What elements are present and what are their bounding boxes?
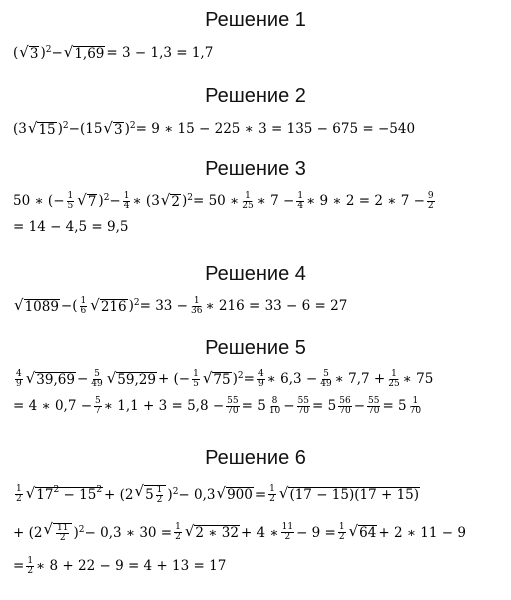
solution-2-line: ( 3 √ 15 ) $^2$ − ( 15 √ 3 ) $^2$ = 9 ∗ 15 − 225 ∗ 3 = 135 − 675 = −540 bbox=[13, 118, 416, 138]
solution-3-line-2: = 14 − 4,5 = 9,5 bbox=[13, 219, 129, 235]
sqrt: √ 2 ∗ 32 bbox=[184, 522, 239, 541]
fraction: 1 6 bbox=[80, 295, 87, 316]
fraction: $\frac{5}{49}$ bbox=[91, 368, 103, 389]
sqrt: √ 900 bbox=[216, 484, 253, 503]
sqrt: √ 3 bbox=[103, 118, 123, 138]
sqrt: √ 7 bbox=[77, 190, 97, 210]
fraction: $\frac{1}{36}$ bbox=[191, 295, 203, 316]
solution-6-line-1: 1 2 √ $17^2 - 15^2$ + (2 √ 5 $\frac{1}{2}$ ) $^2$ − 0,3 √ 900 = $\frac{1}{2}$ √ (17 − 15)(17 + 15) bbox=[16, 482, 420, 505]
fraction: $\frac{55}{70}$ bbox=[227, 395, 239, 416]
solution-4-line: √ 1089 − ( 1 6 √ 216 ) $^2$ = 33 − $\frac{1}{36}$ ∗ 216 = 33 − 6 = 27 bbox=[14, 295, 348, 316]
sqrt: √ 1089 bbox=[14, 295, 59, 315]
fraction: $\frac{1}{4}$ bbox=[297, 190, 304, 211]
fraction: $\frac{11}{2}$ bbox=[57, 523, 69, 543]
fraction: 1 25 bbox=[242, 190, 254, 211]
solution-2-title: Решение 2 bbox=[205, 85, 306, 107]
solution-5-title: Решение 5 bbox=[205, 337, 306, 359]
fraction: 56 70 bbox=[339, 395, 351, 416]
solution-3-line-1: 50 ∗ (− $\frac{1}{5}$ √ 7 ) $^2$ − $\frac{1}{4}$ ∗ (3 √ 2 ) $^2$ = 50 ∗ 1 25 ∗ 7 − $\frac{1}{4}$ ∗ 9 ∗ 2 = 2 ∗ 7 − $\frac{9}{2}$ bbox=[13, 190, 434, 211]
fraction: $\frac{1}{2}$ bbox=[175, 522, 181, 542]
fraction: $\frac{1}{4}$ bbox=[123, 190, 130, 211]
fraction: $\frac{1}{25}$ bbox=[388, 368, 400, 389]
solution-6-line-3: = $\frac{1}{2}$ ∗ 8 + 22 − 9 = 4 + 13 = 17 bbox=[13, 555, 227, 576]
sqrt: √ 216 bbox=[90, 295, 127, 315]
fraction: 11 2 bbox=[281, 522, 294, 542]
fraction: 1 2 bbox=[16, 484, 22, 504]
fraction: $\frac{1}{2}$ bbox=[27, 555, 34, 576]
solution-1-title: Решение 1 bbox=[205, 9, 306, 31]
sqrt: √ 5 $\frac{1}{2}$ bbox=[135, 484, 167, 505]
solution-5-line-2: = 4 ∗ 0,7 − $\frac{5}{7}$ ∗ 1,1 + 3 = 5,8 − $\frac{55}{70}$ = 5 8 10 − $\frac{55}{70}$ = 5 56 70 − $\frac{55}{70}$ = 5 1 70 bbox=[13, 395, 422, 416]
solution-4-title: Решение 4 bbox=[205, 263, 306, 285]
sqrt: √ $17^2 - 15^2$ bbox=[25, 484, 103, 503]
solution-5-line-1: 4 9 √ 39,69 − $\frac{5}{49}$ √ 59,29 + (− $\frac{1}{5}$ √ 75 ) $^2$ = $\frac{4}{9}$ ∗ 6,3 − $\frac{5}{49}$ ∗ 7,7 + $\frac{1}{25}$ ∗ 75 bbox=[16, 368, 434, 389]
fraction: $\frac{9}{2}$ bbox=[427, 190, 434, 211]
fraction: $\frac{1}{2}$ bbox=[338, 522, 345, 542]
fraction: $\frac{55}{70}$ bbox=[297, 395, 310, 416]
sqrt: √ 75 bbox=[202, 368, 231, 388]
solution-6-line-2: + (2 √ $\frac{11}{2}$ ) $^2$ − 0,3 ∗ 30 = $\frac{1}{2}$ √ 2 ∗ 32 + 4 ∗ 11 2 − 9 = $\frac{1}{2}$ √ 64 + 2 ∗ 11 − 9 bbox=[13, 520, 466, 543]
sqrt: √ 64 bbox=[348, 522, 377, 541]
fraction: 8 10 bbox=[268, 395, 281, 416]
fraction: $\frac{1}{5}$ bbox=[67, 190, 74, 211]
solution-1-line: ( √ 3 ) $^2$ − √ 1,69 = 3 − 1,3 = 1,7 bbox=[13, 42, 214, 62]
fraction: $\frac{5}{7}$ bbox=[95, 395, 101, 416]
sqrt: √ $\frac{11}{2}$ bbox=[43, 522, 72, 543]
sqrt: √ 3 bbox=[19, 42, 39, 62]
sqrt: √ 15 bbox=[27, 118, 56, 138]
fraction: $\frac{1}{2}$ bbox=[156, 485, 163, 505]
fraction: $\frac{1}{5}$ bbox=[193, 368, 199, 389]
sqrt: √ 2 bbox=[160, 190, 180, 210]
sqrt: √ 39,69 bbox=[25, 368, 75, 388]
solution-3-title: Решение 3 bbox=[205, 158, 306, 180]
fraction: $\frac{1}{2}$ bbox=[269, 484, 275, 504]
fraction: 1 70 bbox=[409, 395, 422, 416]
fraction: 4 9 bbox=[16, 368, 22, 389]
fraction: $\frac{55}{70}$ bbox=[368, 395, 380, 416]
sqrt: √ 59,29 bbox=[106, 368, 156, 388]
sqrt: √ 1,69 bbox=[63, 42, 105, 62]
solution-6-title: Решение 6 bbox=[205, 447, 306, 469]
fraction: $\frac{4}{9}$ bbox=[257, 368, 264, 389]
sqrt: √ (17 − 15)(17 + 15) bbox=[278, 484, 420, 503]
fraction: $\frac{5}{49}$ bbox=[320, 368, 332, 389]
